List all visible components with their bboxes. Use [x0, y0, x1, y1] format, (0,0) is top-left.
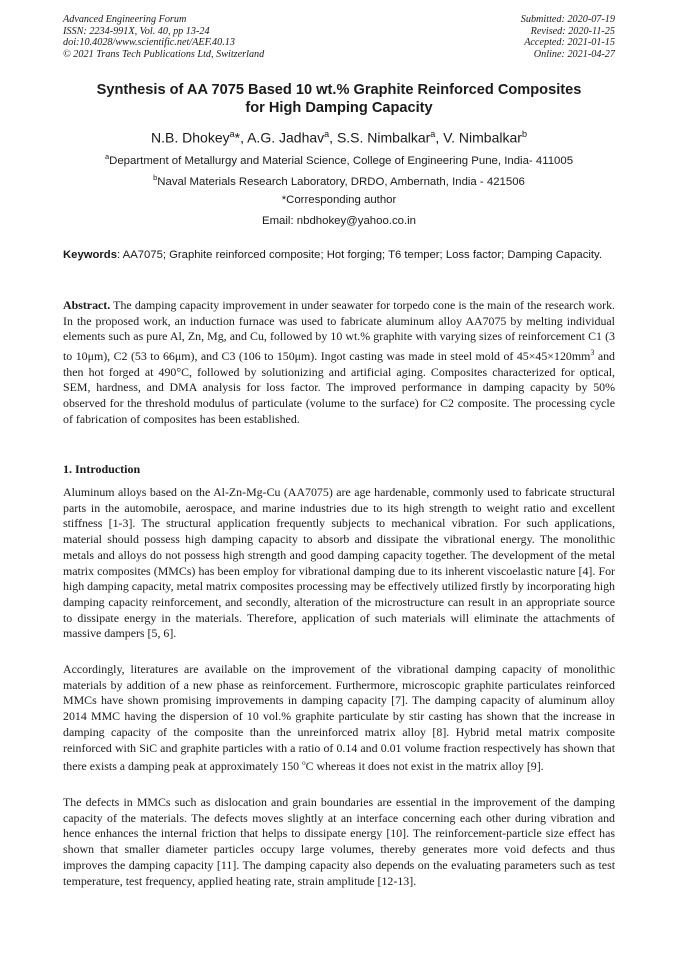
journal-name: Advanced Engineering Forum	[63, 14, 187, 25]
affiliation-a-mark: a	[104, 152, 110, 161]
author-3-affil: a	[430, 129, 436, 139]
paragraph-2-text: Accordingly, literatures are available on the improvement of the vibrational damping capacity of monolithic materials by addition of a new phase as reinforcement. Furthermore, microscopic graphite particulates reinforced MMCs have shown promising improvements in damping capacity [7]. The damping capacity of aluminum alloy 2014 MMC having the dispersion of 10 vol.% graphite particulate by stir casting has shown that the increase in damping capacity of the composite than the unreinforced matrix alloy [8]. Hybrid metal matrix composite reinforced with SiC and graphite particles with a ratio of 0.14 and 0.01 volume fraction respectively has shown that there exists a damping peak at approximately 150	[63, 662, 615, 774]
affiliation-a	[63, 150, 615, 168]
affiliation-b-text: Naval Materials Research Laboratory, DRDO, Ambernath, India - 421506	[157, 175, 525, 188]
author-4-affil: b	[521, 129, 527, 139]
paragraph-1: Aluminum alloys based on the Al-Zn-Mg-Cu (AA7075) are age hardenable, commonly used to fabricate structural parts in the automobile, aerospace, and marine industries due to its high strength to weight ratio and excellent stiffness [1-3]. The structural application frequently subjects to mechanical vibration. For such applications, material should possess high damping capacity to absorb and dissipate the vibrational energy. The monolithic metals and alloys do not possess high strength and good damping capacity together. The development of the metal matrix composites (MMCs) has been employ for vibrational damping due to its inherent viscoelastic nature [4]. For high damping capacity, metal matrix composites processing may be effectively utilized firstly by incorporating high damping capacity reinforcement, and secondly, alteration of the microstructure can result in an appropriate source to dissipate energy in the materials. Therefore, application of such materials will eliminate the attachments of massive dampers [5, 6].	[63, 485, 615, 641]
affiliation-a-text: Department of Metallurgy and Material Science, College of Engineering Pune, India- 411005	[109, 154, 574, 167]
abstract-text-continued: and then hot forged at 490°C, followed by solutionizing and artificial aging. Composites characterized for optical, SEM, hardness, and DMA analysis for loss factor. The improved performance in damping capacity by 50% observed for the threshold modulus of particulate (volume to the surface) for C2 composite. The processing cycle of fabrication of composites has been established.	[63, 349, 615, 426]
affiliation-b-mark: b	[153, 173, 158, 182]
paper-title	[63, 81, 615, 117]
date-submitted: Submitted: 2020-07-19	[520, 14, 615, 25]
abstract-label: Abstract.	[63, 298, 111, 312]
degree-superscript: o	[302, 759, 306, 768]
journal-issn: ISSN: 2234-991X, Vol. 40, pp 13-24	[63, 25, 210, 37]
paragraph-2	[63, 662, 615, 775]
author-1-affil: a	[229, 129, 235, 139]
publication-dates	[521, 14, 615, 60]
author-list	[63, 125, 615, 147]
abstract-superscript: 3	[590, 348, 595, 358]
journal-doi: doi:10.4028/www.scientific.net/AEF.40.13	[63, 37, 235, 49]
author-3: S.S. Nimbalkar	[336, 129, 431, 146]
author-2-affil: a	[324, 129, 330, 139]
abstract	[63, 298, 615, 428]
date-revised: Revised: 2020-11-25	[530, 25, 615, 37]
title-line-1: Synthesis of AA 7075 Based 10 wt.% Graphite Reinforced Composites	[96, 82, 582, 98]
section-heading: 1. Introduction	[63, 462, 141, 476]
author-4: V. Nimbalkar	[443, 129, 522, 146]
keywords	[63, 248, 615, 262]
author-1: N.B. Dhokey	[151, 129, 230, 146]
abstract-text: The damping capacity improvement in under seawater for torpedo cone is the main of the research work. In the proposed work, an induction furnace was used to fabricate aluminum alloy AA7075 by melting individual elements such as pure Al, Zn, Mg, and Cu, followed by 10 wt.% graphite with varying sizes of reinforcement C1 (3 to 10μm), C2 (53 to 66μm), and C3 (106 to 150μm). Ingot casting was made in steel mold of 45×45×120mm	[63, 298, 615, 364]
paragraph-2-end: C whereas it does not exist in the matrix alloy [9].	[305, 759, 544, 774]
date-online: Online: 2021-04-27	[533, 48, 615, 60]
corresponding-author: *Corresponding author	[281, 194, 397, 206]
affiliation-b	[63, 171, 615, 189]
author-email[interactable]: Email: nbdhokey@yahoo.co.in	[261, 215, 417, 227]
title-line-2: for High Damping Capacity	[245, 100, 433, 116]
author-2: A.G. Jadhav	[247, 129, 325, 146]
journal-copyright: © 2021 Trans Tech Publications Ltd, Switzerland	[63, 48, 265, 60]
corresponding-mark: *,	[234, 129, 248, 146]
journal-info	[63, 14, 264, 60]
author-sep: ,	[435, 129, 444, 146]
date-accepted: Accepted: 2021-01-15	[524, 37, 615, 49]
author-sep: ,	[329, 129, 337, 146]
paragraph-3: The defects in MMCs such as dislocation and grain boundaries are essential in the improvement of the damping capacity of the materials. The defects moves slightly at an interface concerning each other during vibration and hence enhances the internal friction that helps to dissipate energy [10]. The reinforcement-particle size effect has shown that smaller diameter particles occupy large volumes, thereby generates more void defects and thus improves the damping capacity [11]. The damping capacity also depends on the evaluating parameters such as test temperature, test frequency, applied heating rate, strain amplitude [12-13].	[63, 795, 615, 888]
keywords-label: Keywords	[63, 249, 117, 261]
keywords-text: : AA7075; Graphite reinforced composite; Hot forging; T6 temper; Loss factor; Damping Capacity.	[117, 249, 602, 261]
